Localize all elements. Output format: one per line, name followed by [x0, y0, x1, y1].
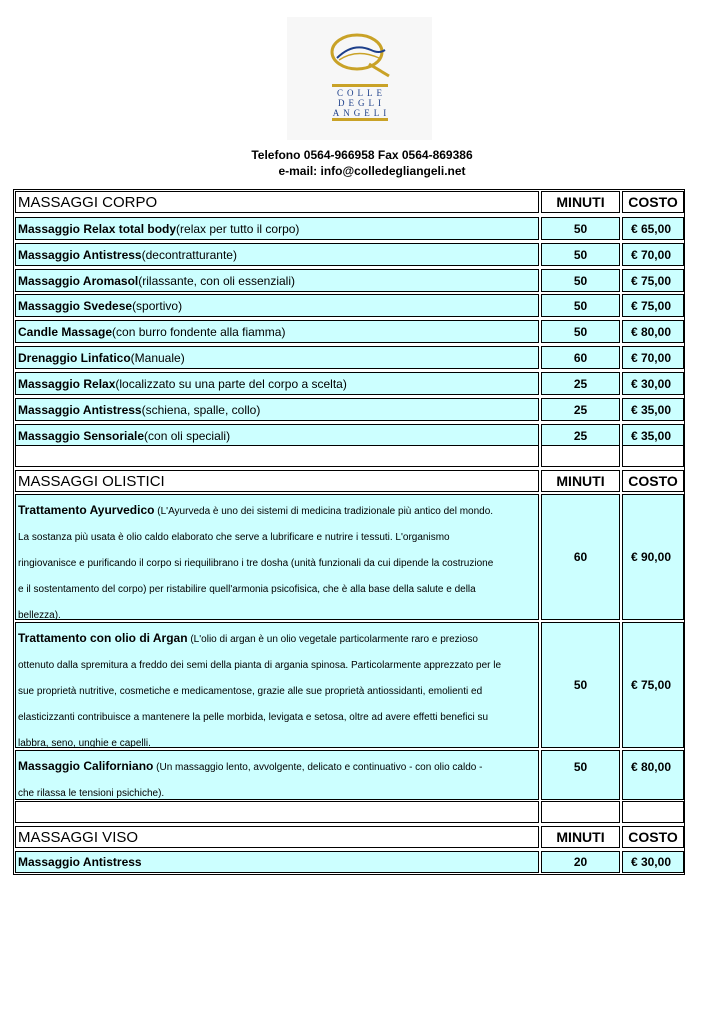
table-row: Candle Massage (con burro fondente alla fiamma) — [15, 320, 539, 343]
section-viso-title: MASSAGGI VISO — [15, 826, 539, 848]
row-minutes: 50 — [541, 217, 620, 240]
table-row: Massaggio Relax total body (relax per tutto il corpo) — [15, 217, 539, 240]
section-corpo-title: MASSAGGI CORPO — [15, 191, 539, 213]
row-price: € 35,00 — [622, 424, 684, 447]
row-minutes: 25 — [541, 424, 620, 447]
table-row: Massaggio Svedese (sportivo) — [15, 294, 539, 317]
spacer-row — [541, 445, 620, 467]
spacer-row — [15, 801, 539, 823]
contact-phone: Telefono 0564-966958 Fax 0564-869386 — [251, 148, 473, 162]
table-row: Trattamento con olio di Argan (L'olio di argan è un olio vegetale particolarmente raro e prezioso ottenuto dalla spremitura a freddo dei semi della pianta di argania spinosa. Particolarmente apprezzato per le sue proprietà nutritive, cosmetiche e medicamentose, grazie alle sue proprietà antiossidanti, emolienti ed elasticizzanti contribuisce a mantenere la pelle morbida, levigata e setosa, oltre ad avere effetti benefici su labbra, seno, unghie e capelli. — [15, 622, 539, 748]
section-viso-cost-header: COSTO — [622, 826, 684, 848]
spacer-row — [541, 801, 620, 823]
spacer-row — [622, 445, 684, 467]
section-olistici-title: MASSAGGI OLISTICI — [15, 470, 539, 492]
logo-rule-top — [332, 84, 388, 87]
row-price: € 80,00 — [622, 750, 684, 800]
row-minutes: 60 — [541, 346, 620, 369]
row-price: € 30,00 — [622, 851, 684, 873]
row-price: € 75,00 — [622, 622, 684, 748]
row-minutes: 60 — [541, 494, 620, 620]
row-price: € 30,00 — [622, 372, 684, 395]
row-price: € 65,00 — [622, 217, 684, 240]
row-minutes: 50 — [541, 269, 620, 292]
row-price: € 75,00 — [622, 269, 684, 292]
row-minutes: 50 — [541, 320, 620, 343]
logo — [287, 17, 432, 140]
section-olistici-minutes-header: MINUTI — [541, 470, 620, 492]
section-viso-minutes-header: MINUTI — [541, 826, 620, 848]
table-row: Massaggio Aromasol (rilassante, con oli essenziali) — [15, 269, 539, 292]
table-row: Massaggio Californiano (Un massaggio lento, avvolgente, delicato e continuativo - con olio caldo - che rilassa le tensioni psichiche). — [15, 750, 539, 800]
table-row: Trattamento Ayurvedico (L'Ayurveda è uno dei sistemi di medicina tradizionale più antico del mondo. La sostanza più usata è olio caldo elaborato che serve a lubrificare e nutrire i tessuti. L'organismo ringiovanisce e purificando il corpo si riequilibrano i tre dosha (unità funzionali da cui dipende la costruzione e il sostentamento del corpo) per ristabilire quell'armonia psicofisica, che è alla base della salute e della bellezza). — [15, 494, 539, 620]
table-row: Massaggio Antistress — [15, 851, 539, 873]
row-price: € 80,00 — [622, 320, 684, 343]
row-minutes: 50 — [541, 243, 620, 266]
section-olistici-cost-header: COSTO — [622, 470, 684, 492]
row-price: € 75,00 — [622, 294, 684, 317]
table-row: Massaggio Antistress (decontratturante) — [15, 243, 539, 266]
logo-text-line1: COLLE — [337, 88, 386, 98]
row-minutes: 50 — [541, 750, 620, 800]
table-row: Massaggio Relax (localizzato su una parte del corpo a scelta) — [15, 372, 539, 395]
section-corpo-minutes-header: MINUTI — [541, 191, 620, 213]
row-minutes: 50 — [541, 622, 620, 748]
row-minutes: 20 — [541, 851, 620, 873]
logo-text-line2: DEGLI — [338, 98, 385, 108]
row-minutes: 25 — [541, 372, 620, 395]
spacer-row — [622, 801, 684, 823]
row-minutes: 25 — [541, 398, 620, 421]
row-price: € 70,00 — [622, 243, 684, 266]
spacer-row — [15, 445, 539, 467]
logo-rule-bottom — [332, 118, 388, 121]
row-price: € 70,00 — [622, 346, 684, 369]
section-corpo-cost-header: COSTO — [622, 191, 684, 213]
table-row: Massaggio Antistress (schiena, spalle, collo) — [15, 398, 539, 421]
table-row: Massaggio Sensoriale (con oli speciali) — [15, 424, 539, 447]
price-table — [13, 189, 685, 875]
row-price: € 90,00 — [622, 494, 684, 620]
row-minutes: 50 — [541, 294, 620, 317]
logo-text-line3: ANGELI — [332, 108, 391, 118]
table-row: Drenaggio Linfatico (Manuale) — [15, 346, 539, 369]
row-price: € 35,00 — [622, 398, 684, 421]
logo-emblem-icon — [329, 30, 391, 82]
contact-email: e-mail: info@colledegliangeli.net — [278, 164, 466, 178]
